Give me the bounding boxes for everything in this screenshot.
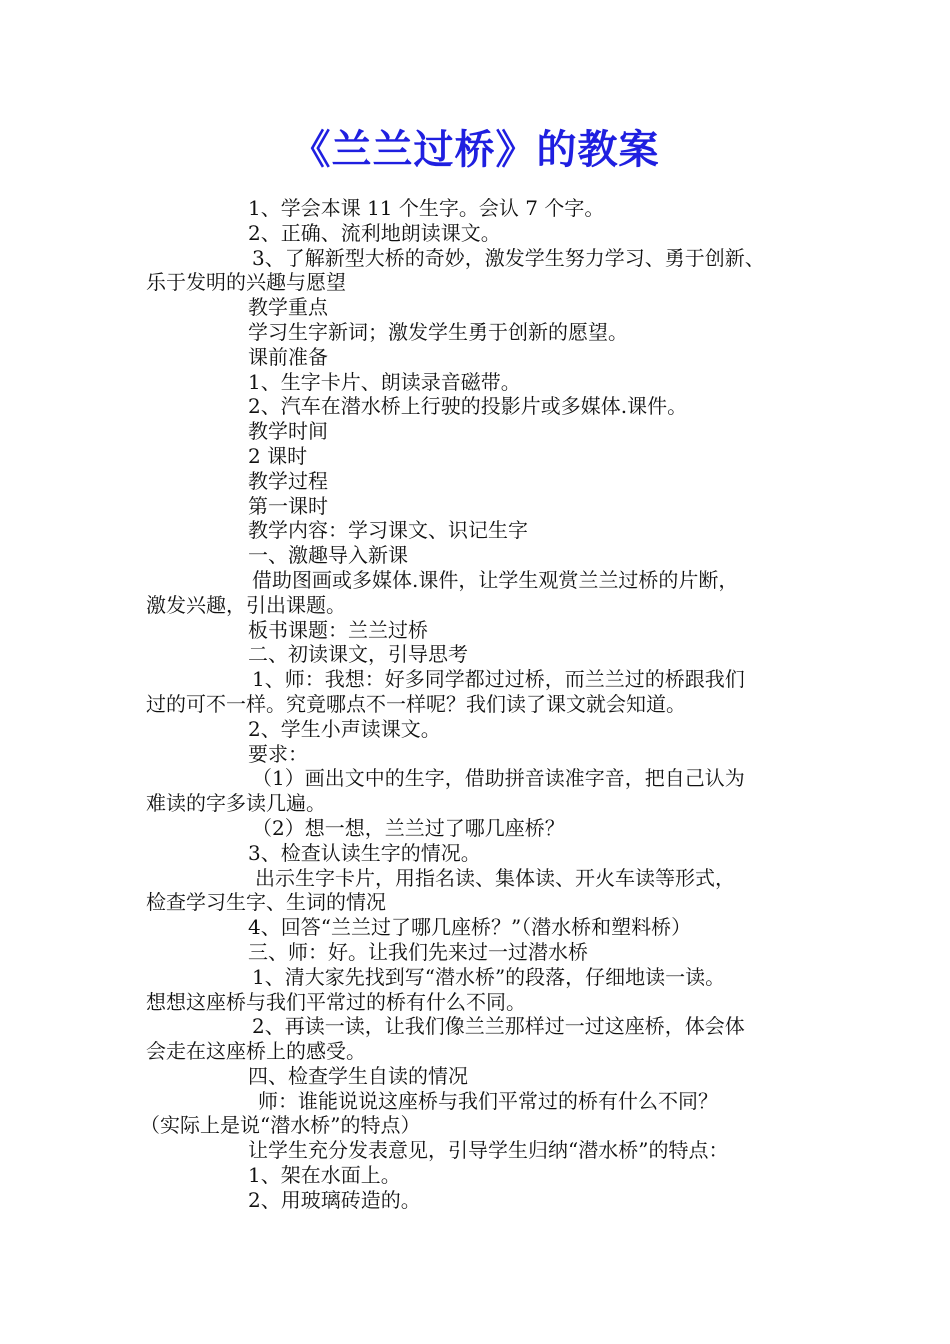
text-line: 4、回答“兰兰过了哪几座桥？”（潜水桥和塑料桥）: [248, 915, 692, 940]
text-line: 乐于发明的兴趣与愿望: [146, 270, 346, 295]
text-line: 板书课题：兰兰过桥: [248, 617, 428, 642]
text-line: 学习生字新词；激发学生勇于创新的愿望。: [248, 319, 628, 344]
text-line: 让学生充分发表意见，引导学生归纳“潜水桥”的特点：: [248, 1138, 729, 1163]
text-line: 2 课时: [248, 443, 308, 468]
text-line: 三、师：好。让我们先来过一过潜水桥: [248, 939, 588, 964]
text-line: 3、检查认读生字的情况。: [248, 840, 481, 865]
text-line: 二、初读课文，引导思考: [248, 642, 468, 667]
text-line: 会走在这座桥上的感受。: [146, 1039, 366, 1064]
text-line: 检查学习生字、生词的情况: [146, 890, 386, 915]
text-line: 过的可不一样。究竟哪点不一样呢？我们读了课文就会知道。: [146, 691, 686, 716]
text-line: 教学重点: [248, 295, 328, 320]
text-line: 2、用玻璃砖造的。: [248, 1187, 421, 1212]
text-line: 1、学会本课 11 个生字。会认 7 个字。: [248, 196, 605, 220]
text-line: （实际上是说“潜水桥”的特点）: [140, 1113, 421, 1138]
text-line: 3、了解新型大桥的奇妙，激发学生努力学习、勇于创新、: [252, 245, 765, 270]
text-line: 1、生字卡片、朗读录音磁带。: [248, 369, 521, 394]
document-title: 《兰兰过桥》的教案: [290, 127, 660, 173]
text-line: 第一课时: [248, 493, 328, 518]
text-line: 教学内容：学习课文、识记生字: [248, 518, 528, 543]
document-body: [0, 196, 950, 1213]
text-line: 要求：: [248, 741, 308, 766]
text-line: 2、学生小声读课文。: [248, 716, 441, 741]
text-line: 想想这座桥与我们平常过的桥有什么不同。: [146, 989, 526, 1014]
text-line: 借助图画或多媒体.课件，让学生观赏兰兰过桥的片断，: [252, 567, 739, 592]
text-line: 课前准备: [248, 344, 328, 369]
text-line: 激发兴趣，引出课题。: [146, 592, 346, 617]
text-line: 1、清大家先找到写“潜水桥”的段落，仔细地读一读。: [252, 964, 726, 989]
text-line: 2、汽车在潜水桥上行驶的投影片或多媒体.课件。: [248, 394, 688, 419]
text-line: （2）想一想，兰兰过了哪几座桥？: [252, 815, 565, 840]
text-line: 教学时间: [248, 419, 328, 444]
text-line: 出示生字卡片，用指名读、集体读、开火车读等形式，: [255, 865, 735, 890]
text-line: 教学过程: [248, 468, 328, 493]
text-line: 1、架在水面上。: [248, 1163, 401, 1188]
text-line: （1）画出文中的生字，借助拼音读准字音，把自己认为: [252, 766, 745, 791]
text-line: 一、激趣导入新课: [248, 543, 408, 568]
text-line: 四、检查学生自读的情况: [248, 1063, 468, 1088]
text-line: 2、再读一读，让我们像兰兰那样过一过这座桥，体会体: [252, 1014, 745, 1039]
text-line: 1、师：我想：好多同学都过过桥，而兰兰过的桥跟我们: [252, 667, 745, 692]
text-line: 2、正确、流利地朗读课文。: [248, 220, 501, 245]
text-line: 师：谁能说说这座桥与我们平常过的桥有什么不同？: [258, 1088, 718, 1113]
text-line: 难读的字多读几遍。: [146, 791, 326, 816]
